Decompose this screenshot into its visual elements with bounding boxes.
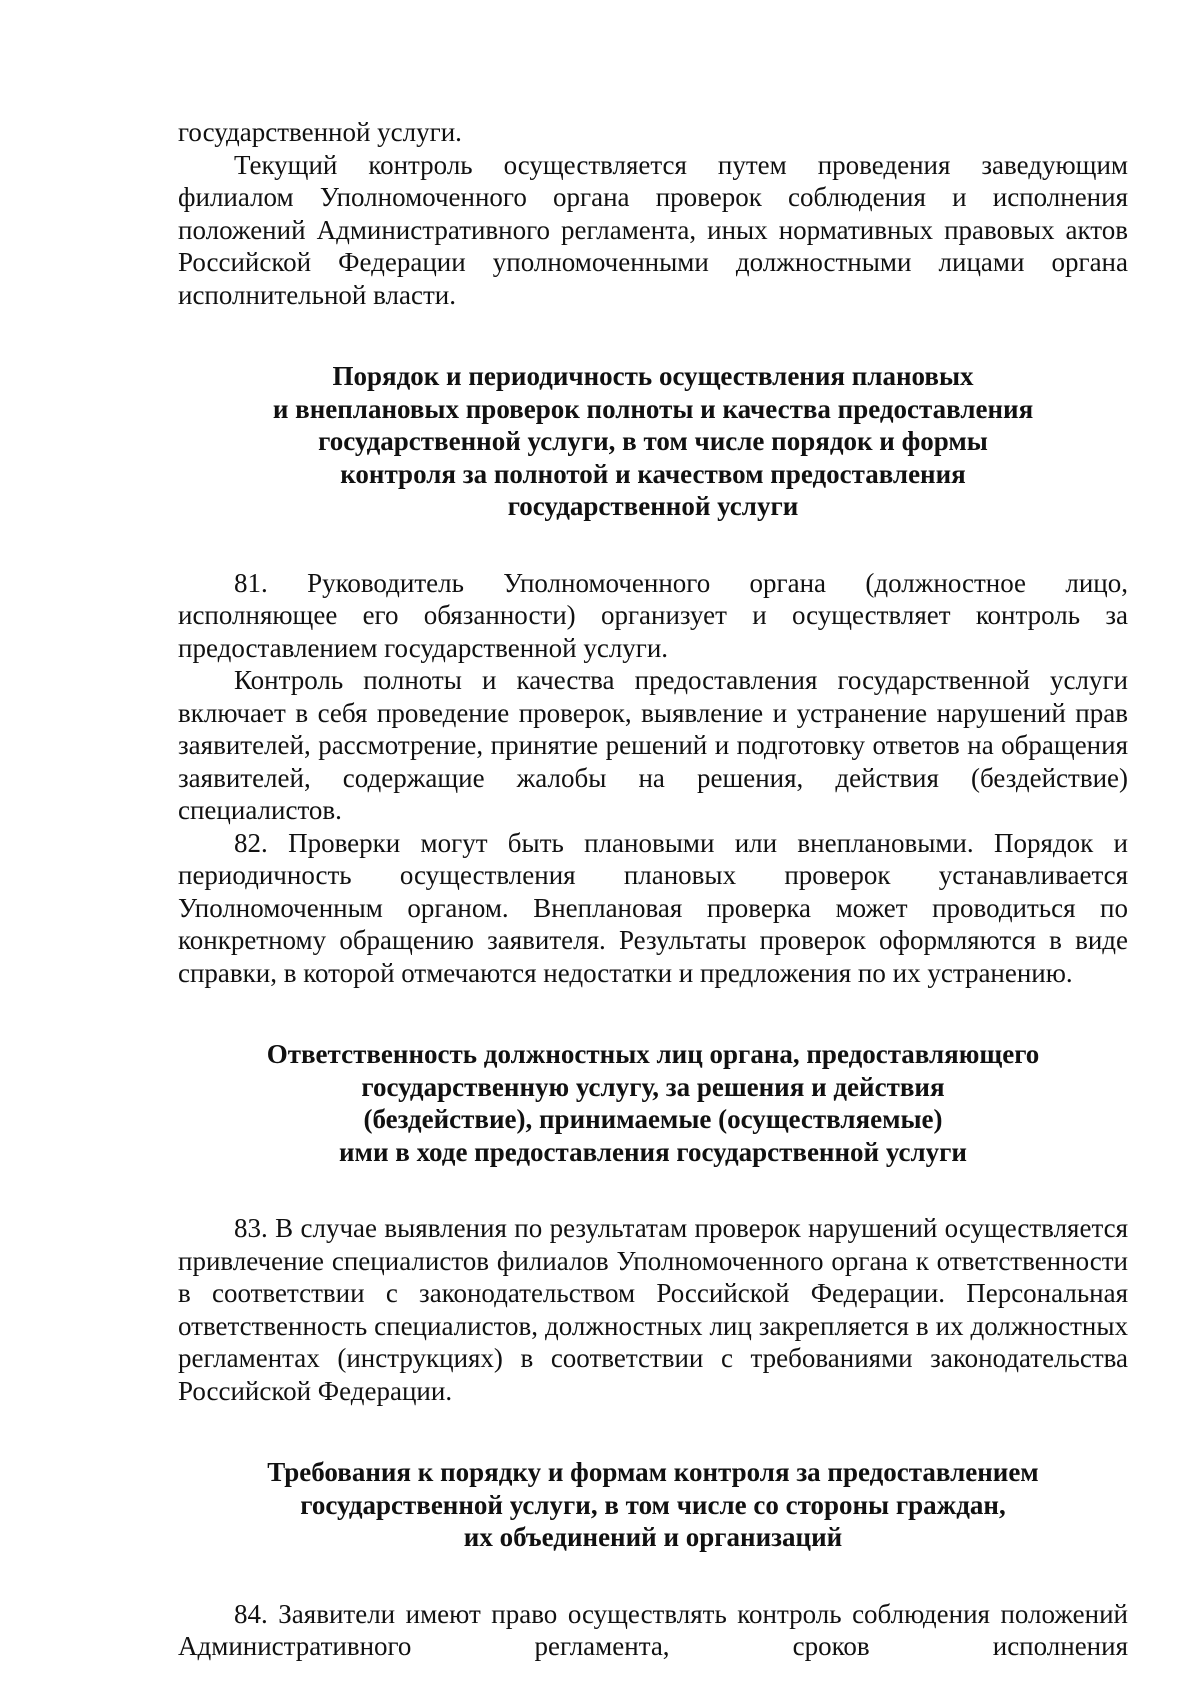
section-heading-responsibility bbox=[178, 1038, 1128, 1168]
paragraph-82: 82. Проверки могут быть плановыми или внеплановыми. Порядок и периодичность осуществления плановых проверок устанавливается Уполномоченным органом. Внеплановая проверка может проводиться по конкретному обращению заявителя. Результаты проверок оформляются в виде справки, в которой отмечаются недостатки и предложения по их устранению. bbox=[178, 827, 1128, 988]
heading-line: государственной услуги, в том числе порядок и формы bbox=[318, 426, 988, 456]
paragraph-continuation: государственной услуги. bbox=[178, 117, 462, 147]
section-heading-requirements bbox=[178, 1456, 1128, 1554]
heading-line: государственной услуги bbox=[507, 491, 799, 521]
heading-line: (бездействие), принимаемые (осуществляемые) bbox=[363, 1104, 943, 1134]
heading-line: Ответственность должностных лиц органа, предоставляющего bbox=[266, 1039, 1040, 1069]
paragraph-81-control: Контроль полноты и качества предоставления государственной услуги включает в себя проведение проверок, выявление и устранение нарушений прав заявителей, рассмотрение, принятие решений и подготовку ответов на обращения заявителей, содержащие жалобы на решения, действия (бездействие) специалистов. bbox=[178, 665, 1128, 825]
heading-line: Порядок и периодичность осуществления плановых bbox=[332, 361, 974, 391]
heading-line: Требования к порядку и формам контроля за предоставлением bbox=[267, 1457, 1039, 1487]
heading-line: ими в ходе предоставления государственной услуги bbox=[339, 1136, 967, 1167]
paragraph-current-control: Текущий контроль осуществляется путем проведения заведующим филиалом Уполномоченного органа проверок соблюдения и исполнения положений Административного регламента, иных нормативных правовых актов Российской Федерации уполномоченными должностными лицами органа исполнительной власти. bbox=[178, 149, 1128, 310]
heading-line: контроля за полнотой и качеством предоставления bbox=[340, 458, 966, 489]
heading-line: государственной услуги, в том числе со стороны граждан, bbox=[300, 1489, 1006, 1520]
heading-line: и внеплановых проверок полноты и качества предоставления bbox=[272, 393, 1034, 424]
paragraph-83: 83. В случае выявления по результатам проверок нарушений осуществляется привлечение специалистов филиалов Уполномоченного органа к ответственности в соответствии с законодательством Российской Федерации. Персональная ответственность специалистов, должностных лиц закрепляется в их должностных регламентах (инструкциях) в соответствии с требованиями законодательства Российской Федерации. bbox=[178, 1213, 1128, 1406]
paragraph-81: 81. Руководитель Уполномоченного органа (должностное лицо, исполняющее его обязанности) организует и осуществляет контроль за предоставлением государственной услуги. bbox=[178, 567, 1128, 663]
document-body bbox=[178, 116, 1128, 1663]
section-heading-inspections bbox=[178, 360, 1128, 523]
heading-line: государственную услугу, за решения и действия bbox=[361, 1071, 945, 1102]
heading-line: их объединений и организаций bbox=[463, 1522, 843, 1552]
paragraph-84: 84. Заявители имеют право осуществлять контроль соблюдения положений Административного регламента, сроков исполнения bbox=[178, 1598, 1128, 1661]
